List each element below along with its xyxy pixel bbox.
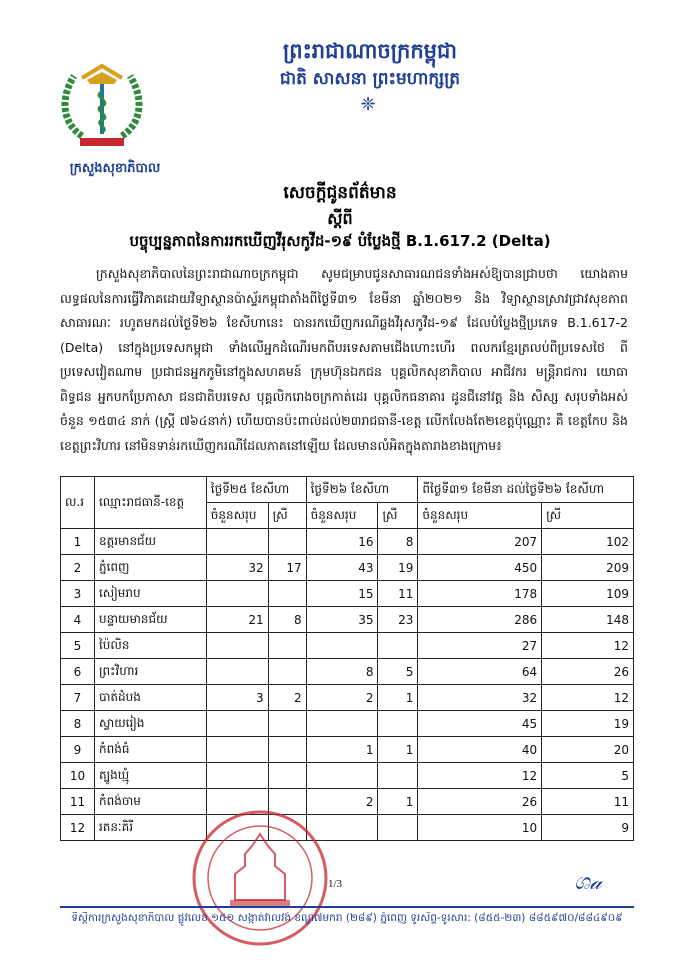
cell-cumulative-female: 20 <box>542 737 634 763</box>
cell-cumulative-total: 10 <box>418 815 542 841</box>
table-row <box>61 815 634 841</box>
cell-aug25-female <box>268 581 306 607</box>
subheader-female: ស្រី <box>268 503 306 529</box>
cell-aug26-female: 1 <box>378 789 418 815</box>
doc-subtitle: ស្តីពី <box>327 209 353 228</box>
cell-province: កំពង់ធំ <box>94 737 206 763</box>
cell-aug26-total <box>306 763 378 789</box>
cell-aug26-total: 15 <box>306 581 378 607</box>
cell-no: 9 <box>61 737 95 763</box>
cell-cumulative-total: 286 <box>418 607 542 633</box>
cell-aug25-total: 32 <box>206 555 268 581</box>
subheader-female: ស្រី <box>542 503 634 529</box>
cell-cumulative-total: 64 <box>418 659 542 685</box>
cell-cumulative-female: 209 <box>542 555 634 581</box>
footer-divider <box>60 906 634 908</box>
cell-aug26-female: 8 <box>378 529 418 555</box>
cell-aug26-female: 19 <box>378 555 418 581</box>
cell-cumulative-total: 12 <box>418 763 542 789</box>
cell-cumulative-total: 26 <box>418 789 542 815</box>
cell-aug26-female <box>378 711 418 737</box>
doc-title: សេចក្តីជូនព័ត៌មាន <box>283 183 397 203</box>
cell-no: 12 <box>61 815 95 841</box>
national-motto: ជាតិ សាសនា ព្រះមហាក្សត្រ <box>279 69 461 89</box>
subheader-total: ចំនួនសរុប <box>418 503 542 529</box>
footer-address: ទីស្តីការក្រសួងសុខាភិបាល ផ្លូវលេខ ១៥១ សង្កាត់វាលវង់ ខណ្ឌ៧មករា (២៨៩) ភ្នំពេញ ទូរស័ព្ទ-ទូរសារ: (៨៥៥-២៣) ៨៨៥៩៧០/៨៨៤៩០៩ <box>71 912 623 924</box>
cell-no: 2 <box>61 555 95 581</box>
cell-province: សៀមរាប <box>94 581 206 607</box>
cell-aug26-total: 2 <box>306 789 378 815</box>
subheader-female: ស្រី <box>378 503 418 529</box>
table-row <box>61 737 634 763</box>
cell-province: ត្បូងឃ្មុំ <box>94 763 206 789</box>
header-cumulative: ពីថ្ងៃទី៣១ ខែមីនា ដល់ថ្ងៃទី២៦ ខែសីហា <box>418 477 634 503</box>
cell-aug25-female <box>268 737 306 763</box>
body-paragraph: ក្រសួងសុខាភិបាលនៃព្រះរាជាណាចក្រកម្ពុជា សូមជម្រាបជូនសាធារណជនទាំងអស់ឱ្យបានជ្រាបថា យោងតាមលទ្ធផលនៃការធ្វើវិភាគដោយវិទ្យាស្ថានប៉ាស្ទ័រកម្ពុជាតាំងពីថ្ងៃទី៣១ ខែមីនា ឆ្នាំ២០២១ និង វិទ្យាស្ថានស្រាវជ្រាវសុខភាពសាធារណៈ រហូតមកដល់ថ្ងៃទី២៦ ខែសីហានេះ បានរកឃើញករណីឆ្លងវីរុសកូវីដ-១៩ ដែលបំប្លែងថ្មីប្រភេទ B.1.617-2 (Delta) នៅក្នុងប្រទេសកម្ពុជា ទាំងលើអ្នកដំណើរមកពីបរទេសតាមជើងហោះហើរ ពលករខ្មែរត្រលប់ពីប្រទេសថៃ ពីប្រទេសវៀតណាម ប្រជាជនអ្នកភូមិនៅក្នុងសហគមន៍ ក្រុមហ៊ុនឯកជន បុគ្គលិកសុខាភិបាល អាជីវករ មន្ត្រីរាជការ យោធា ពិទ្ធជន អ្នកបកប្រែភាសា ជនជាតិបរទេស បុគ្គលិករោងចក្រកាត់ដេរ បុគ្គលិកធនាគារ ដូនជីនៅវត្ត និង សិស្ស សរុបទាំងអស់ចំនួន ១៥៣៤ នាក់ (ស្រ្តី ៧៦៤នាក់) ហើយបានប៉ះពាល់ដល់២៣រាជធានី-ខេត្ត លើកលែងតែ២ខេត្តប៉ុណ្ណោះ គឺ ខេត្តកែប និងខេត្តព្រះវិហារ នៅមិនទាន់រកឃើញករណីដែលភាគនៅឡើយ ដែលមានលំអិតក្នុងតារាងខាងក្រោម៖ <box>60 266 628 453</box>
cell-aug26-total: 8 <box>306 659 378 685</box>
table-row <box>61 529 634 555</box>
cell-province: ឧត្តរមានជ័យ <box>94 529 206 555</box>
cell-cumulative-total: 450 <box>418 555 542 581</box>
cell-no: 4 <box>61 607 95 633</box>
cell-cumulative-female: 148 <box>542 607 634 633</box>
cell-no: 10 <box>61 763 95 789</box>
cell-aug26-female: 1 <box>378 737 418 763</box>
cell-no: 8 <box>61 711 95 737</box>
cell-cumulative-total: 207 <box>418 529 542 555</box>
cell-province: បន្ទាយមានជ័យ <box>94 607 206 633</box>
subheader-total: ចំនួនសរុប <box>306 503 378 529</box>
cell-aug25-female <box>268 659 306 685</box>
cell-cumulative-female: 12 <box>542 685 634 711</box>
cell-aug25-total <box>206 581 268 607</box>
cell-no: 11 <box>61 789 95 815</box>
cell-province: ព្រះវិហារ <box>94 659 206 685</box>
cell-aug26-total: 16 <box>306 529 378 555</box>
table-row <box>61 685 634 711</box>
cell-cumulative-total: 27 <box>418 633 542 659</box>
cell-cumulative-total: 40 <box>418 737 542 763</box>
cell-aug25-female <box>268 711 306 737</box>
cell-cumulative-total: 45 <box>418 711 542 737</box>
cell-aug25-female: 2 <box>268 685 306 711</box>
initials-signature: ශ𝒶 <box>574 870 602 895</box>
cell-aug26-total <box>306 633 378 659</box>
cell-aug25-total <box>206 763 268 789</box>
cell-aug26-female <box>378 633 418 659</box>
cell-aug26-total: 43 <box>306 555 378 581</box>
table-row <box>61 789 634 815</box>
cell-cumulative-female: 12 <box>542 633 634 659</box>
table-row <box>61 555 634 581</box>
page-number: 1/3 <box>328 878 343 890</box>
cell-aug26-female <box>378 815 418 841</box>
cell-province: កំពង់ចាម <box>94 789 206 815</box>
table-row <box>61 581 634 607</box>
cell-no: 1 <box>61 529 95 555</box>
cell-no: 7 <box>61 685 95 711</box>
cell-cumulative-female: 102 <box>542 529 634 555</box>
cell-aug25-female <box>268 633 306 659</box>
table-row <box>61 607 634 633</box>
header-aug25: ថ្ងៃទី២៥ ខែសីហា <box>206 477 306 503</box>
cell-cumulative-total: 32 <box>418 685 542 711</box>
cell-cumulative-female: 109 <box>542 581 634 607</box>
cell-aug25-female: 8 <box>268 607 306 633</box>
cell-aug25-total <box>206 659 268 685</box>
cell-province: ប៉ៃលិន <box>94 633 206 659</box>
cell-aug26-female: 11 <box>378 581 418 607</box>
cell-aug25-total <box>206 711 268 737</box>
doc-topic: បច្ចុប្បន្នភាពនៃការរកឃើញវីរុសកូវីដ-១៩ បំប្លែងថ្មី B.1.617.2 (Delta) <box>129 232 551 250</box>
cell-aug26-female: 1 <box>378 685 418 711</box>
cell-no: 3 <box>61 581 95 607</box>
cell-province: បាត់ដំបង <box>94 685 206 711</box>
cell-province: រតនៈគិរី <box>94 815 206 841</box>
table-row <box>61 711 634 737</box>
cell-aug26-female <box>378 763 418 789</box>
cell-cumulative-female: 26 <box>542 659 634 685</box>
cell-province: ភ្នំពេញ <box>94 555 206 581</box>
cell-aug25-total <box>206 529 268 555</box>
table-row <box>61 633 634 659</box>
cell-aug26-total <box>306 711 378 737</box>
cases-table <box>60 476 634 841</box>
table-header-row <box>61 477 634 503</box>
ministry-name: ក្រសួងសុខាភិបាល <box>69 161 161 176</box>
cell-aug26-female: 23 <box>378 607 418 633</box>
cell-cumulative-female: 5 <box>542 763 634 789</box>
official-seal-stamp <box>190 808 330 948</box>
table-row <box>61 763 634 789</box>
kingdom-title: ព្រះរាជាណាចក្រកម្ពុជា <box>282 39 457 63</box>
cell-cumulative-female: 19 <box>542 711 634 737</box>
cell-no: 6 <box>61 659 95 685</box>
ministry-logo <box>52 58 152 158</box>
cell-aug25-total: 21 <box>206 607 268 633</box>
cell-aug25-female <box>268 763 306 789</box>
cell-aug26-female: 5 <box>378 659 418 685</box>
cell-cumulative-total: 178 <box>418 581 542 607</box>
cell-aug25-female <box>268 529 306 555</box>
table-row <box>61 659 634 685</box>
cell-aug25-female: 17 <box>268 555 306 581</box>
cell-cumulative-female: 11 <box>542 789 634 815</box>
cell-aug25-total <box>206 633 268 659</box>
ornament-divider: ❈ <box>360 94 376 115</box>
cell-aug26-total: 1 <box>306 737 378 763</box>
header-aug26: ថ្ងៃទី២៦ ខែសីហា <box>306 477 418 503</box>
subheader-total: ចំនួនសរុប <box>206 503 268 529</box>
cell-aug25-total <box>206 737 268 763</box>
cell-aug25-total: 3 <box>206 685 268 711</box>
header-province: ឈ្មោះរាជធានី-ខេត្ត <box>94 477 206 529</box>
header-no: ល.រ <box>61 477 95 529</box>
cell-aug26-total: 2 <box>306 685 378 711</box>
cell-cumulative-female: 9 <box>542 815 634 841</box>
cell-province: ស្វាយរៀង <box>94 711 206 737</box>
cell-no: 5 <box>61 633 95 659</box>
cell-aug26-total: 35 <box>306 607 378 633</box>
